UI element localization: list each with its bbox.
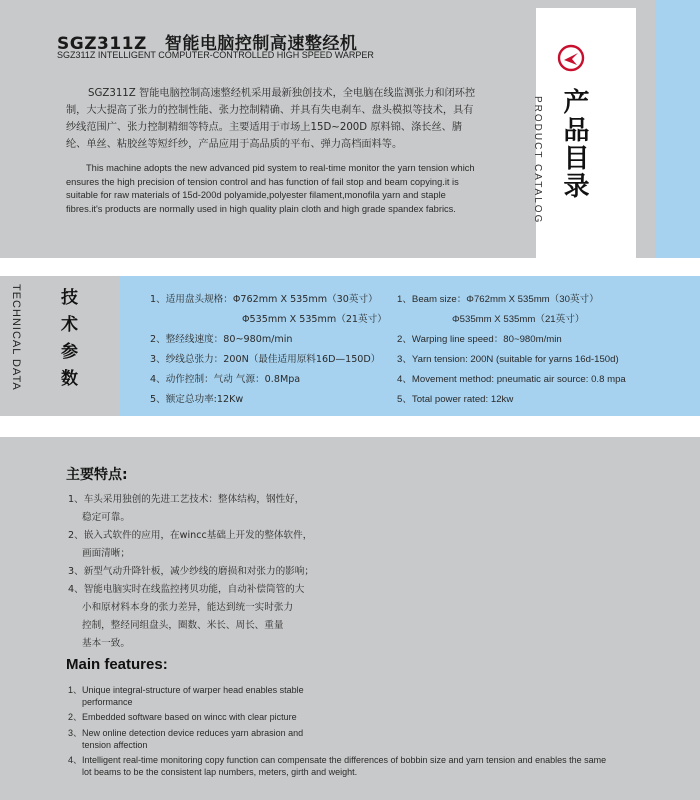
title-cn: 智能电脑控制高速整经机 — [164, 34, 358, 54]
spec-item: Φ535mm X 535mm（21英寸） — [452, 314, 585, 325]
feature-line: 4、智能电脑实时在线监控拷贝功能，自动补偿筒管的大 — [68, 584, 305, 595]
feature-line: 稳定可靠。 — [82, 512, 130, 523]
technical-data-label-en: TECHNICAL DATA — [10, 284, 22, 391]
feature-line: 基本一致。 — [82, 638, 130, 649]
intro-paragraph-en: This machine adopts the new advanced pid system to real-time monitor the yarn tension which ensures the high precision of tension control and has function of fail stop and beam copying.it is suitable for raw materials of 15d-200d polyamide,polyester filament,monofila yarn and staple fibres.it's products are normally used in high quality plain cloth and high grade spandex fabrics. — [66, 163, 475, 214]
catalog-title-cn: 产品目录 — [559, 88, 589, 200]
technical-data-panel — [0, 276, 700, 416]
feature-item — [68, 684, 638, 708]
red-arrow-circle-logo-icon — [557, 44, 585, 72]
feature-line: tension affection — [82, 739, 148, 750]
feature-item — [68, 711, 638, 723]
spec-item: 3、纱线总张力：200N（最佳适用原料16D—150D） — [150, 354, 381, 365]
features-list-cn — [68, 491, 368, 653]
feature-line: 2、Embedded software based on wincc with clear picture — [68, 712, 297, 723]
spec-item: 4、Movement method: pneumatic air source: 0.8 mpa — [397, 374, 626, 385]
features-heading-cn: 主要特点: — [66, 467, 128, 483]
technical-data-label — [0, 276, 120, 416]
specs-box — [120, 276, 700, 416]
spec-item: 2、整经线速度：80~980m/min — [150, 334, 293, 345]
technical-data-label-cn: 技术参数 — [57, 288, 77, 396]
intro-paragraph-cn: SGZ311Z 智能电脑控制高速整经机采用最新独创技术，全电脑在线监测张力和闭环控制，大大提高了张力的控制性能、张力控制精确、并具有失电刹车、盘头模拟等技术，具有纱线范围广、张力控制精细等特点。主要适用于市场上15D~200D 原料锦、涤长丝、腈纶、单丝、粘胶丝等短纤纱，产品应用于高品质的平布、弹力高档面料等。 — [66, 88, 476, 150]
feature-line: 1、车头采用独创的先进工艺技术：整体结构，钢性好， — [68, 494, 305, 505]
accent-bar — [655, 0, 700, 258]
specs-list-en — [397, 290, 626, 410]
catalog-title-en: PRODUCT CATALOG — [532, 96, 543, 225]
features-list-en — [68, 684, 638, 781]
feature-line: 3、New online detection device reduces yarn abrasion and — [68, 727, 304, 738]
feature-line: 4、Intelligent real-time monitoring copy function can compensate the differences of bobbin size and yarn tension and enables the same — [68, 755, 607, 766]
features-heading-en: Main features: — [66, 656, 168, 673]
feature-line: 2、嵌入式软件的应用，在wincc基础上开发的整体软件， — [68, 530, 313, 541]
header-panel — [0, 0, 700, 258]
model-number: SGZ311Z — [57, 34, 147, 54]
spec-item: 1、适用盘头规格：Φ762mm X 535mm（30英寸） — [150, 294, 378, 305]
specs-list-cn — [150, 290, 387, 410]
feature-line: lot beams to be the consistent lap numbers, meters, girth and weight. — [82, 767, 358, 778]
spec-item: 4、动作控制：气动 气源：0.8Mpa — [150, 374, 301, 385]
feature-line: 控制，整经同组盘头，圈数、米长、周长、重量 — [82, 620, 284, 631]
spec-item: 3、Yarn tension: 200N (suitable for yarns 16d-150d) — [397, 354, 619, 365]
feature-item — [68, 754, 638, 778]
feature-line: 1、Unique integral-structure of warper head enables stable — [68, 685, 304, 695]
spec-item: 5、Total power rated: 12kw — [397, 394, 514, 405]
spec-item: 5、额定总功率:12Kw — [150, 394, 244, 405]
feature-line: performance — [82, 697, 133, 708]
spec-item: Φ535mm X 535mm（21英寸） — [242, 314, 387, 325]
features-panel — [0, 437, 700, 800]
spec-item: 2、Warping line speed：80~980m/min — [397, 334, 562, 345]
feature-line: 小和原材料本身的张力差异，能达到统一实时张力 — [82, 602, 294, 613]
subtitle-en: SGZ311Z INTELLIGENT COMPUTER-CONTROLLED HIGH SPEED WARPER — [57, 50, 374, 60]
feature-line: 3、新型气动升降针板，减少纱线的磨损和对张力的影响； — [68, 566, 314, 577]
feature-item — [68, 727, 638, 751]
feature-line: 画面清晰； — [82, 548, 130, 559]
spec-item: 1、Beam size：Φ762mm X 535mm（30英寸） — [397, 294, 599, 305]
